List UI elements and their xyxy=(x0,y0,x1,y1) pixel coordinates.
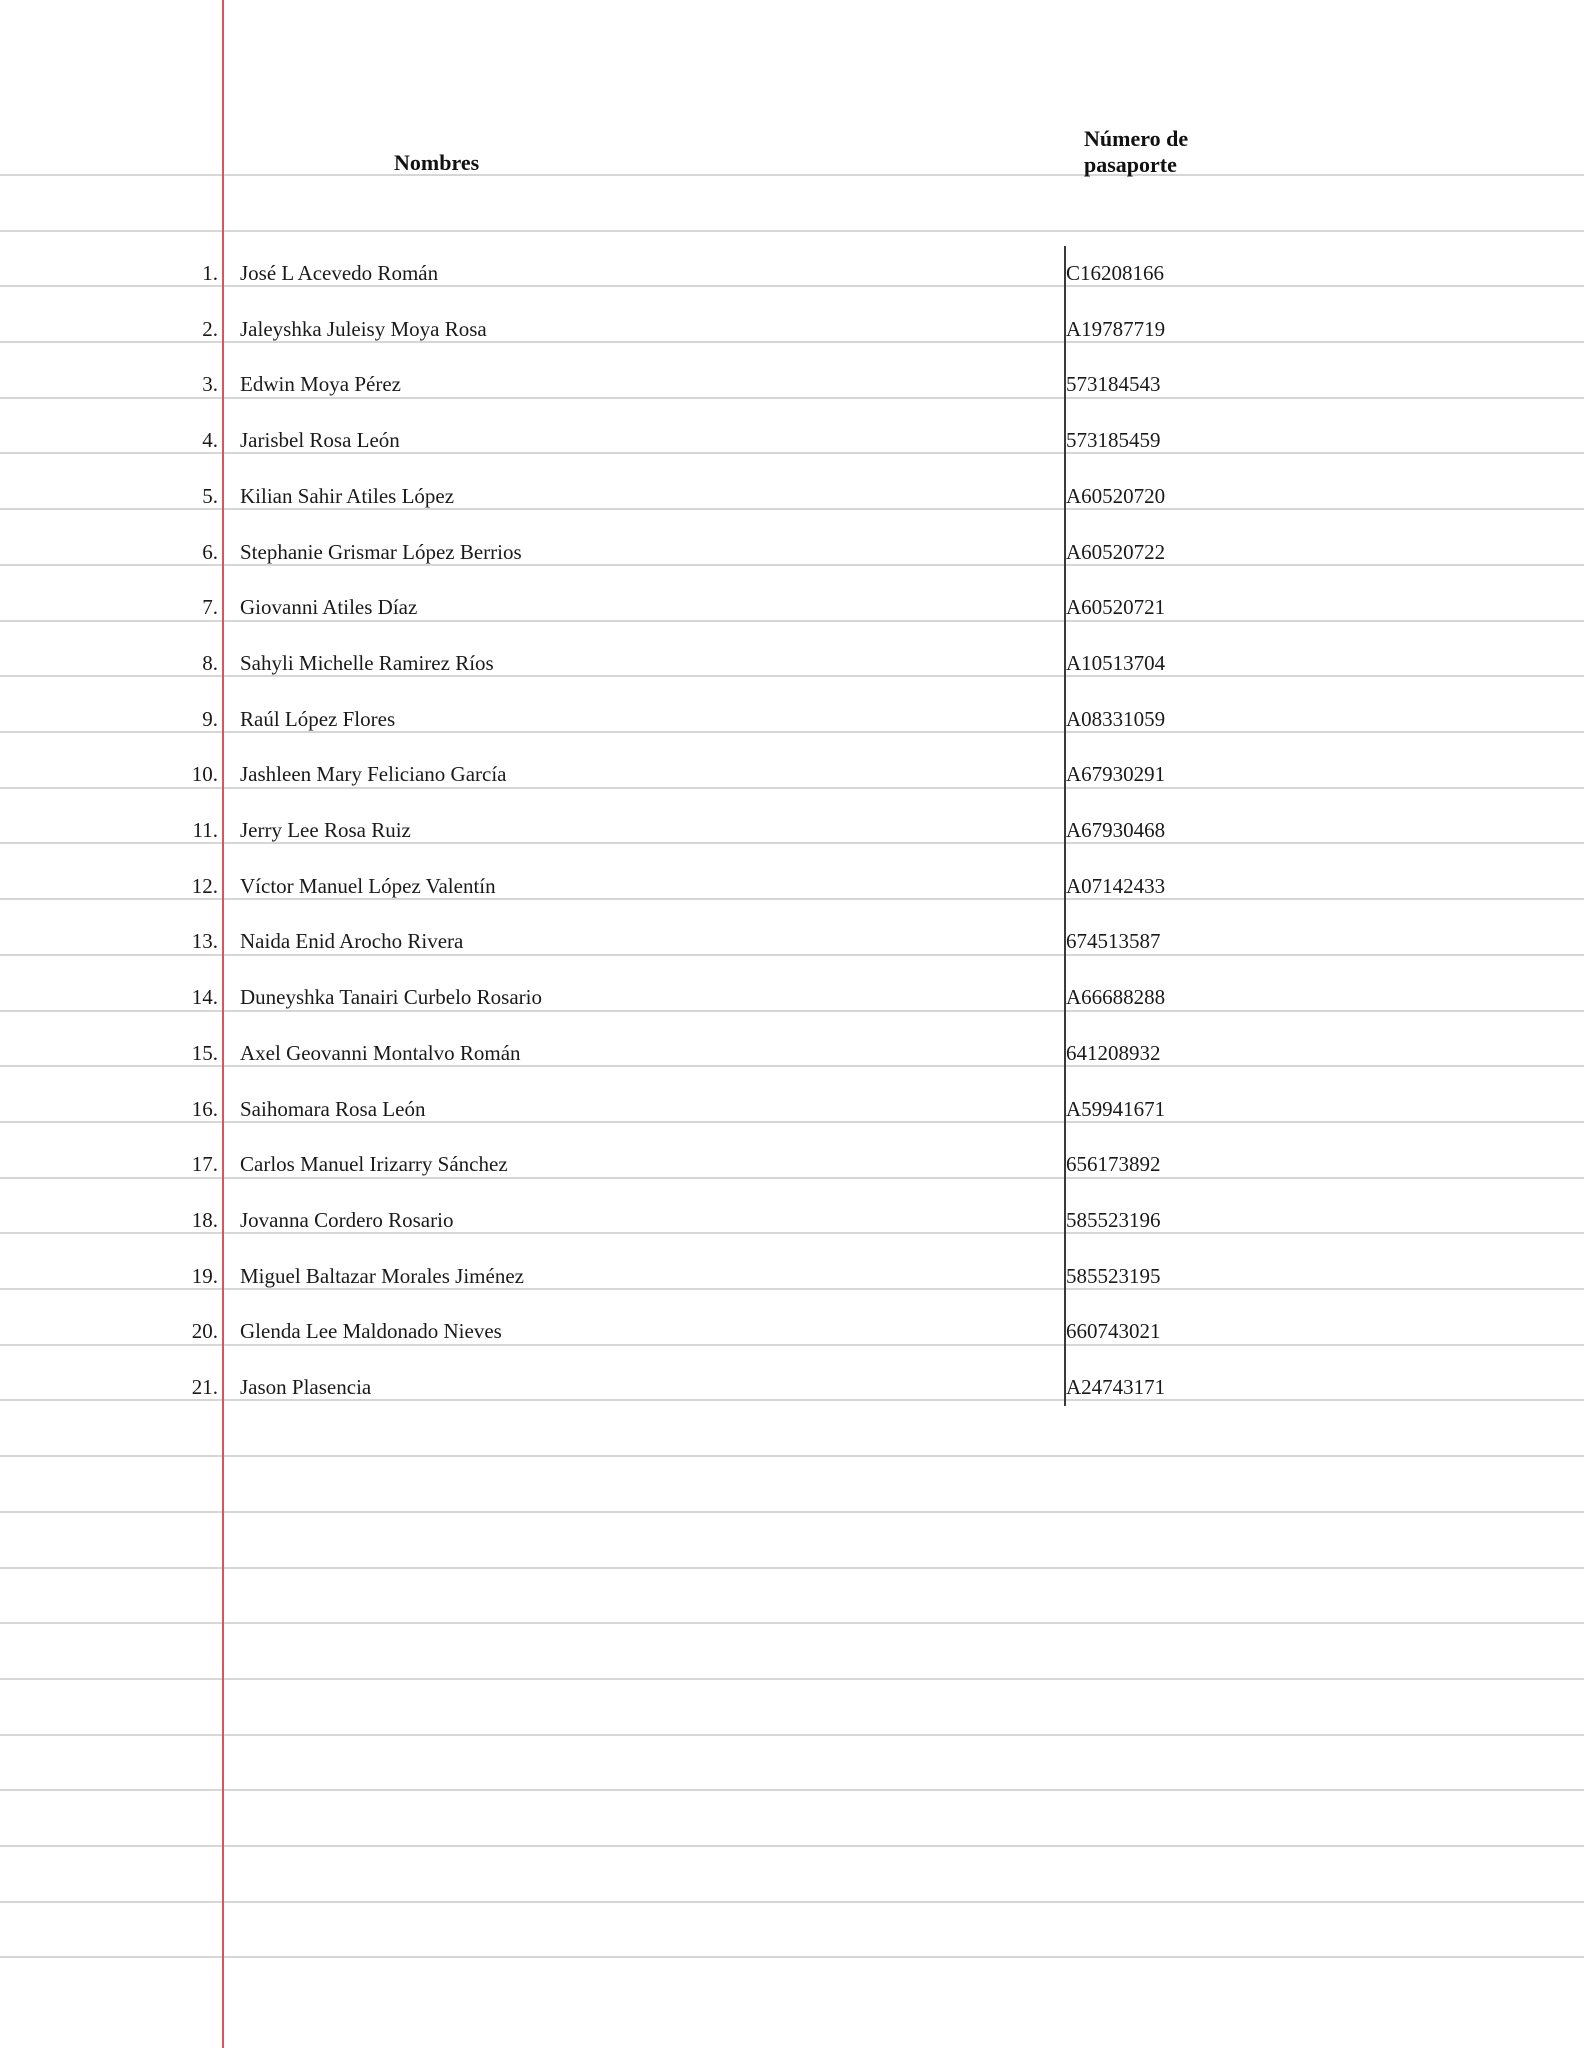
table-row xyxy=(0,871,1584,911)
passport-number: 656173892 xyxy=(1066,1152,1161,1176)
passport-number: A08331059 xyxy=(1066,707,1166,731)
table-row xyxy=(0,1372,1584,1412)
row-number: 7. xyxy=(202,595,218,619)
passport-number: A60520721 xyxy=(1066,595,1166,619)
table-row xyxy=(0,704,1584,744)
rule-line xyxy=(0,1789,1584,1791)
person-name: Jason Plasencia xyxy=(240,1375,372,1399)
passport-number: 660743021 xyxy=(1066,1319,1161,1343)
passport-number: A67930291 xyxy=(1066,762,1166,786)
row-number: 19. xyxy=(191,1264,218,1288)
passport-number: 674513587 xyxy=(1066,929,1161,953)
person-name: Saihomara Rosa León xyxy=(240,1097,426,1121)
rule-line xyxy=(0,1622,1584,1624)
rule-line xyxy=(0,1511,1584,1513)
passport-number: A07142433 xyxy=(1066,874,1166,898)
table-row xyxy=(0,314,1584,354)
table-row xyxy=(0,425,1584,465)
row-number: 5. xyxy=(202,484,218,508)
passport-column-header xyxy=(1084,126,1244,178)
person-name: Sahyli Michelle Ramirez Ríos xyxy=(240,651,494,675)
table-row xyxy=(0,926,1584,966)
passport-number: A10513704 xyxy=(1066,651,1166,675)
passport-number: 585523196 xyxy=(1066,1208,1161,1232)
person-name: Glenda Lee Maldonado Nieves xyxy=(240,1319,502,1343)
row-number: 6. xyxy=(202,540,218,564)
passport-number: A66688288 xyxy=(1066,985,1166,1009)
passport-number: A60520720 xyxy=(1066,484,1166,508)
row-number: 17. xyxy=(191,1152,218,1176)
passport-number: C16208166 xyxy=(1066,261,1165,285)
table-row xyxy=(0,759,1584,799)
person-name: Jarisbel Rosa León xyxy=(240,428,400,452)
table-row xyxy=(0,648,1584,688)
passport-number: A24743171 xyxy=(1066,1375,1166,1399)
person-name: Edwin Moya Pérez xyxy=(240,372,401,396)
margin-line xyxy=(222,0,224,2048)
person-name: Naida Enid Arocho Rivera xyxy=(240,929,464,953)
person-name: Axel Geovanni Montalvo Román xyxy=(240,1041,521,1065)
row-number: 16. xyxy=(191,1097,218,1121)
row-number: 2. xyxy=(202,317,218,341)
rule-line xyxy=(0,1734,1584,1736)
passport-header-line-1: Número de xyxy=(1084,126,1189,151)
person-name: Miguel Baltazar Morales Jiménez xyxy=(240,1264,524,1288)
passport-number: 573184543 xyxy=(1066,372,1161,396)
passport-header-line-2: pasaporte xyxy=(1084,152,1177,177)
person-name: Jovanna Cordero Rosario xyxy=(240,1208,454,1232)
row-number: 1. xyxy=(202,261,218,285)
row-number: 4. xyxy=(202,428,218,452)
table-row xyxy=(0,815,1584,855)
rule-line xyxy=(0,1845,1584,1847)
passport-number: 641208932 xyxy=(1066,1041,1161,1065)
person-name: Duneyshka Tanairi Curbelo Rosario xyxy=(240,985,542,1009)
table-row xyxy=(0,592,1584,632)
row-number: 15. xyxy=(191,1041,218,1065)
passport-number: 585523195 xyxy=(1066,1264,1161,1288)
table-row xyxy=(0,481,1584,521)
rule-line xyxy=(0,1678,1584,1680)
table-row xyxy=(0,537,1584,577)
person-name: Kilian Sahir Atiles López xyxy=(240,484,455,508)
person-name: Giovanni Atiles Díaz xyxy=(240,595,418,619)
row-number: 12. xyxy=(191,874,218,898)
row-number: 20. xyxy=(191,1319,218,1343)
passport-number: A60520722 xyxy=(1066,540,1166,564)
table-row xyxy=(0,258,1584,298)
table-row xyxy=(0,1261,1584,1301)
person-name: Carlos Manuel Irizarry Sánchez xyxy=(240,1152,508,1176)
person-name: Jashleen Mary Feliciano García xyxy=(240,762,507,786)
passport-number: 573185459 xyxy=(1066,428,1161,452)
names-column-header: Nombres xyxy=(394,150,480,175)
rule-line xyxy=(0,174,1584,176)
rule-line xyxy=(0,1901,1584,1903)
person-name: José L Acevedo Román xyxy=(240,261,439,285)
table-row xyxy=(0,1205,1584,1245)
person-name: Víctor Manuel López Valentín xyxy=(240,874,496,898)
table-row xyxy=(0,982,1584,1022)
row-number: 11. xyxy=(192,818,218,842)
row-number: 8. xyxy=(202,651,218,675)
person-name: Jerry Lee Rosa Ruiz xyxy=(240,818,411,842)
row-number: 21. xyxy=(191,1375,218,1399)
row-number: 13. xyxy=(191,929,218,953)
row-number: 9. xyxy=(202,707,218,731)
row-number: 10. xyxy=(191,762,218,786)
table-row xyxy=(0,1149,1584,1189)
table-row xyxy=(0,369,1584,409)
rule-line xyxy=(0,1455,1584,1457)
rule-line xyxy=(0,1956,1584,1958)
table-row xyxy=(0,1094,1584,1134)
person-name: Jaleyshka Juleisy Moya Rosa xyxy=(240,317,487,341)
passport-number: A59941671 xyxy=(1066,1097,1166,1121)
passport-number: A19787719 xyxy=(1066,317,1166,341)
rule-line xyxy=(0,1567,1584,1569)
passport-number: A67930468 xyxy=(1066,818,1166,842)
person-name: Raúl López Flores xyxy=(240,707,396,731)
table-row xyxy=(0,1038,1584,1078)
table-row xyxy=(0,1316,1584,1356)
person-name: Stephanie Grismar López Berrios xyxy=(240,540,522,564)
row-number: 18. xyxy=(191,1208,218,1232)
rule-line xyxy=(0,230,1584,232)
row-number: 3. xyxy=(202,372,218,396)
row-number: 14. xyxy=(191,985,218,1009)
